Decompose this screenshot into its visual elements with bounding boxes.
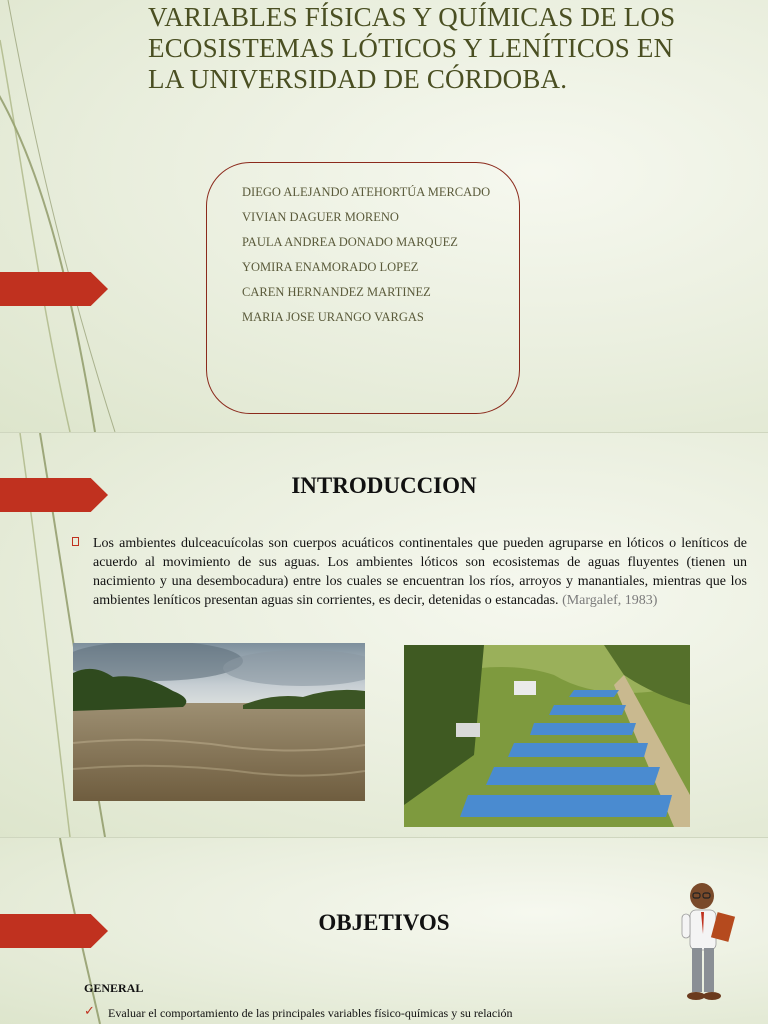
river-photo [73,643,365,801]
title-slide [0,0,768,432]
introduction-heading: INTRODUCCION [291,473,477,498]
red-arrow-tab [0,272,108,306]
introduction-paragraph [93,534,747,610]
authors-list [242,184,512,334]
author-name: VIVIAN DAGUER MORENO [242,210,399,224]
citation: (Margalef, 1983) [562,593,658,608]
general-objective-text: Evaluar el comportamiento de las principales variables físico-químicas y su relación [108,1006,513,1020]
presentation-title: VARIABLES FÍSICAS Y QUÍMICAS DE LOS ECOSISTEMAS LÓTICOS Y LENÍTICOS EN LA UNIVERSIDAD DE CÓRDOBA. [148,2,676,94]
grass-leaf-decoration [0,0,130,432]
author-name: PAULA ANDREA DONADO MARQUEZ [242,235,458,249]
fish-ponds-photo [404,645,690,827]
objectives-heading: OBJETIVOS [318,910,450,935]
bullet-icon [72,537,79,546]
introduction-slide [0,433,768,837]
author-name: DIEGO ALEJANDO ATEHORTÚA MERCADO [242,185,491,199]
author-name: CAREN HERNANDEZ MARTINEZ [242,285,431,299]
authors-box [206,162,520,414]
general-objective-label: GENERAL [84,981,144,995]
author-name: YOMIRA ENAMORADO LOPEZ [242,260,419,274]
teacher-cartoon-icon [668,882,740,1006]
introduction-text: Los ambientes dulceacuícolas son cuerpos acuáticos continentales que pueden agruparse en lóticos o leníticos de acuerdo al movimiento de sus aguas. Los ambientes lóticos son ecosistemas de aguas fluyentes (tienen un nacimiento y una desembocadura) entre los cuales se encuentran los ríos, arroyos y manantiales, mientras que los ambientes leníticos presentan aguas sin corrientes, es decir, detenidas o estancadas. [93,536,747,608]
check-mark-icon: ✓ [84,1004,95,1019]
objectives-slide [0,838,768,1024]
author-name: MARIA JOSE URANGO VARGAS [242,310,424,324]
